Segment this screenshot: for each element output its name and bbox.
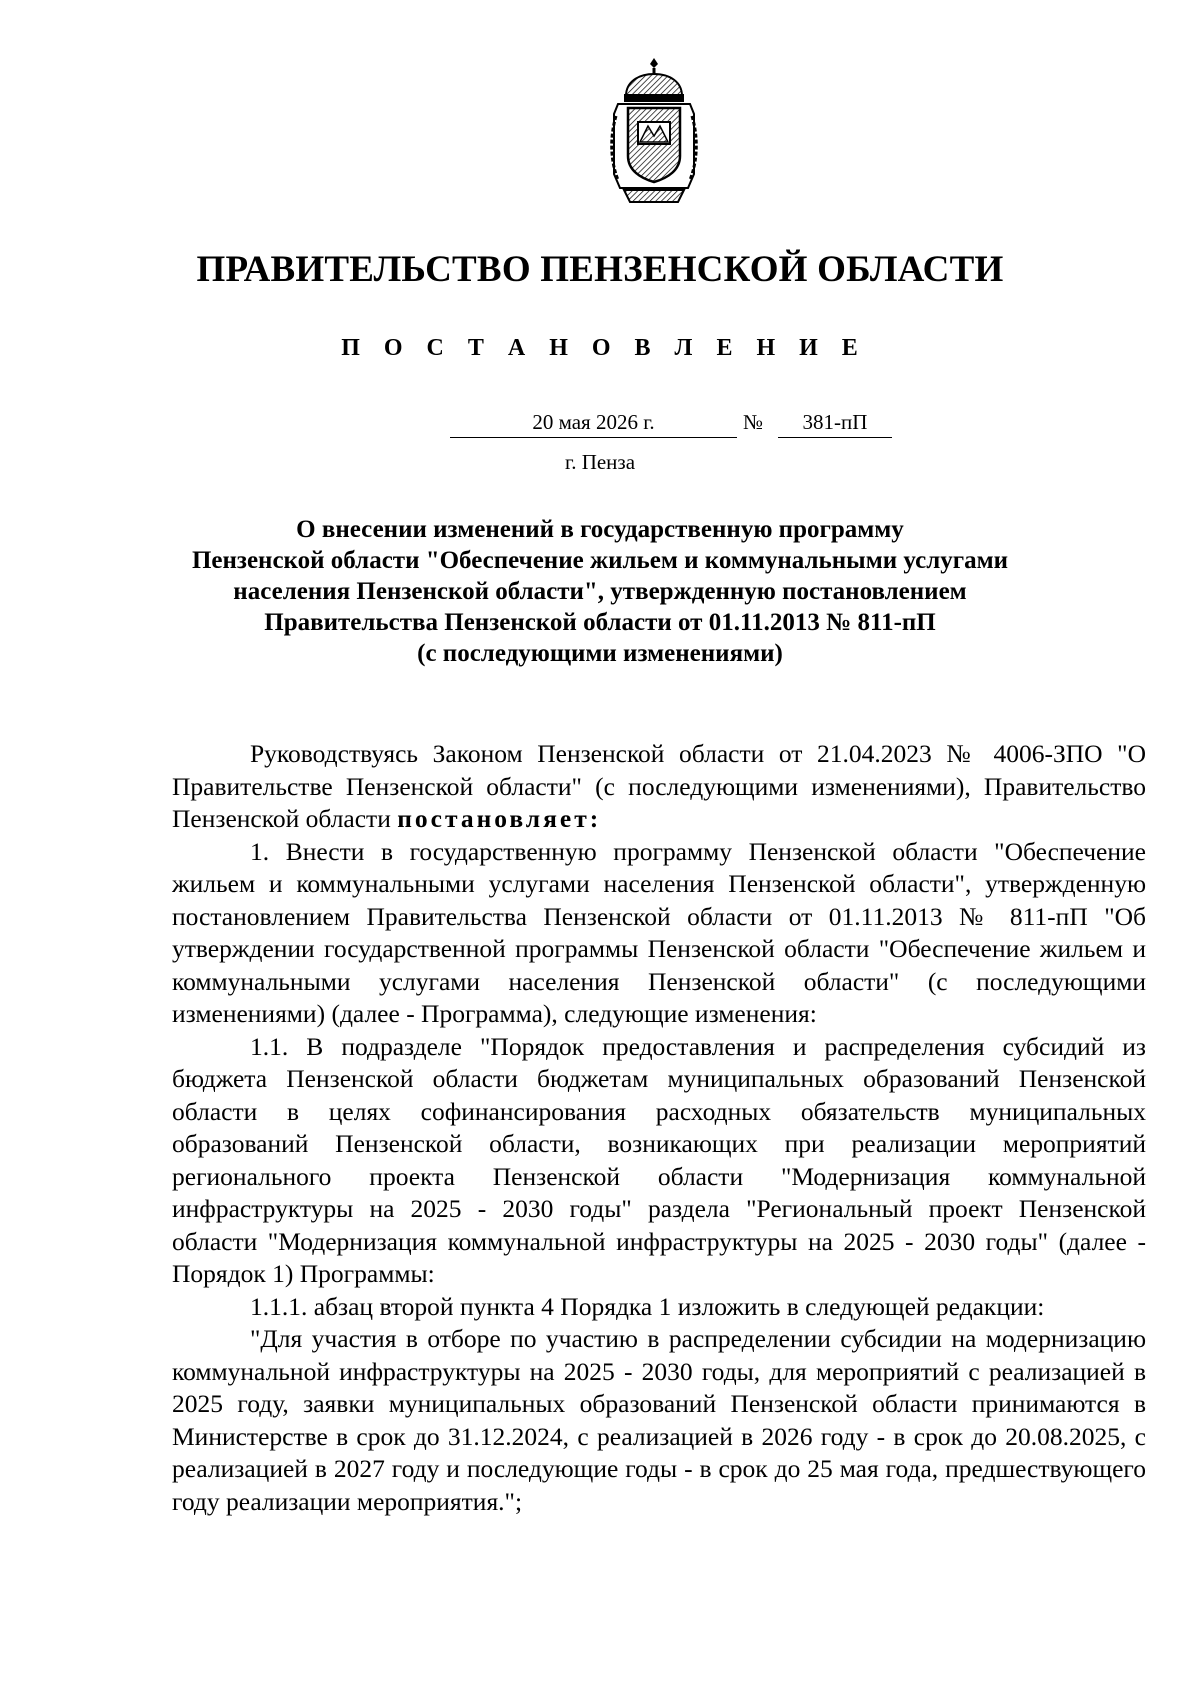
subject-line: (с последующими изменениями) [417,640,783,667]
document-body [172,738,1146,1518]
document-type-heading: П О С Т А Н О В Л Е Н И Е [341,335,867,361]
paragraph-preamble [172,738,1146,836]
coat-of-arms-emblem [608,56,700,208]
paragraph-item-1: 1. Внести в государственную программу Пензенской области "Обеспечение жильем и коммунальными услугами населения Пензенской области", утвержденную постановлением Правительства Пензенской области от 01.11.2013 № 811-пП "Об утверждении государственной программы Пензенской области "Обеспечение жильем и коммунальными услугами населения Пензенской области" (с последующими изменениями) (далее - Программа), следующие изменения: [172,836,1146,1028]
paragraph-item-1-1-1: 1.1.1. абзац второй пункта 4 Порядка 1 изложить в следующей редакции: [250,1291,1045,1321]
resolves-emphasis: постановляет: [397,804,602,833]
subject-line: Пензенской области "Обеспечение жильем и коммунальными услугами [191,547,1009,574]
document-date: 20 мая 2026 г. [450,410,737,438]
number-sign: № [743,410,764,434]
document-subject [150,514,1050,669]
paragraph-quoted-text: "Для участия в отборе по участию в распределении субсидии на модернизацию коммунальной инфраструктуры на 2025 - 2030 годы, для мероприятий с реализацией в 2025 году, заявки муниципальных образований Пензенской области принимаются в Министерстве в срок до 31.12.2024, с реализацией в 2026 году - в срок до 20.08.2025, с реализацией в 2027 году и последующие годы - в срок до 25 мая года, предшествующего году реализации мероприятия."; [172,1324,1146,1516]
document-number: 381-пП [778,410,892,438]
subject-line: О внесении изменений в государственную программу [296,516,904,543]
subject-line: Правительства Пензенской области от 01.11.2013 № 811-пП [264,609,936,636]
subject-line: населения Пензенской области", утвержденную постановлением [233,578,967,605]
city-line: г. Пенза [564,450,636,474]
preamble-text: Руководствуясь Законом Пензенской области от 21.04.2023 № 4006-ЗПО "О Правительстве Пензенской области" (с последующими изменениями), Правительство Пензенской области [172,739,1146,833]
government-title: ПРАВИТЕЛЬСТВО ПЕНЗЕНСКОЙ ОБЛАСТИ [196,249,1004,290]
paragraph-item-1-1: 1.1. В подразделе "Порядок предоставления и распределения субсидий из бюджета Пензенской области бюджетам муниципальных образований Пензенской области в целях софинансирования расходных обязательств муниципальных образований Пензенской области, возникающих при реализации мероприятий регионального проекта Пензенской области "Модернизация коммунальной инфраструктуры на 2025 - 2030 годы" раздела "Региональный проект Пензенской области "Модернизация коммунальной инфраструктуры на 2025 - 2030 годы" (далее - Порядок 1) Программы: [172,1031,1146,1288]
